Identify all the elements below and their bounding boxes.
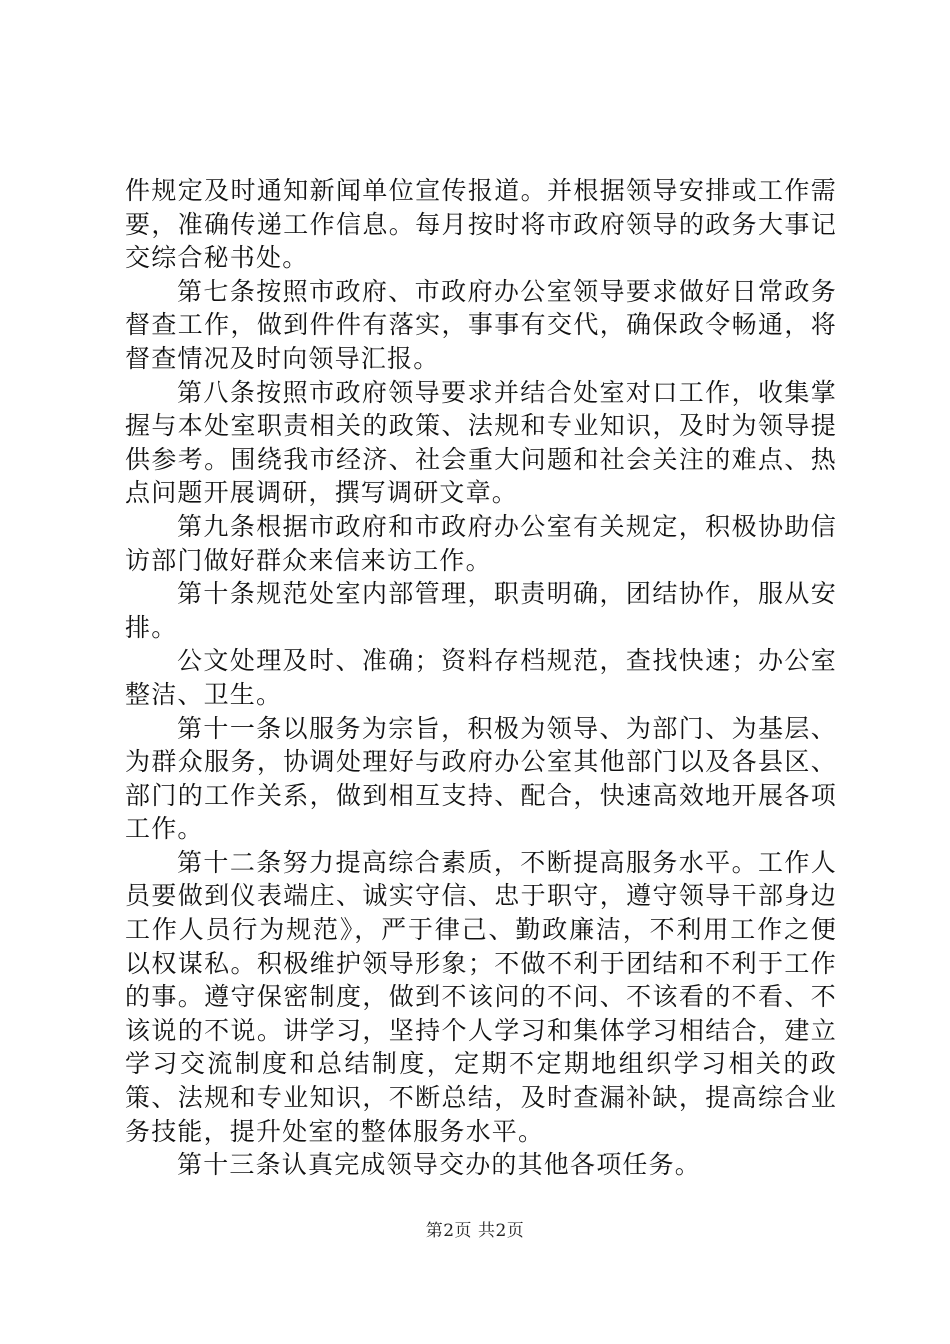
paragraph-continuation: 件规定及时通知新闻单位宣传报道。并根据领导安排或工作需要，准确传递工作信息。每月按时将市政府领导的政务大事记交综合秘书处。	[125, 176, 837, 273]
paragraph-article-8: 第八条按照市政府领导要求并结合处室对口工作，收集掌握与本处室职责相关的政策、法规和专业知识，及时为领导提供参考。围绕我市经济、社会重大问题和社会关注的难点、热点问题开展调研，撰写调研文章。	[125, 377, 837, 508]
paragraph-article-11: 第十一条以服务为宗旨，积极为领导、为部门、为基层、为群众服务，协调处理好与政府办公室其他部门以及各县区、部门的工作关系，做到相互支持、配合，快速高效地开展各项工作。	[125, 713, 837, 844]
paragraph-article-7: 第七条按照市政府、市政府办公室领导要求做好日常政务督查工作，做到件件有落实，事事有交代，确保政令畅通，将督查情况及时向领导汇报。	[125, 276, 837, 373]
paragraph-document-handling: 公文处理及时、准确；资料存档规范，查找快速；办公室整洁、卫生。	[125, 646, 837, 709]
document-body	[125, 174, 837, 1182]
paragraph-article-9: 第九条根据市政府和市政府办公室有关规定，积极协助信访部门做好群众来信来访工作。	[125, 511, 837, 575]
paragraph-article-12: 第十二条努力提高综合素质，不断提高服务水平。工作人员要做到仪表端庄、诚实守信、忠于职守，遵守领导干部身边工作人员行为规范》，严于律己、勤政廉洁，不利用工作之便以权谋私。积极维护领导形象；不做不利于团结和不利于工作的事。遵守保密制度，做到不该问的不问、不该看的不看、不该说的不说。讲学习，坚持个人学习和集体学习相结合，建立学习交流制度和总结制度，定期不定期地组织学习相关的政策、法规和专业知识，不断总结，及时查漏补缺，提高综合业务技能，提升处室的整体服务水平。	[125, 847, 837, 1146]
paragraph-article-10: 第十条规范处室内部管理，职责明确，团结协作，服从安排。	[125, 579, 837, 642]
page-number-footer: 第2页 共2页	[425, 1221, 525, 1241]
paragraph-article-13: 第十三条认真完成领导交办的其他各项任务。	[177, 1150, 702, 1180]
